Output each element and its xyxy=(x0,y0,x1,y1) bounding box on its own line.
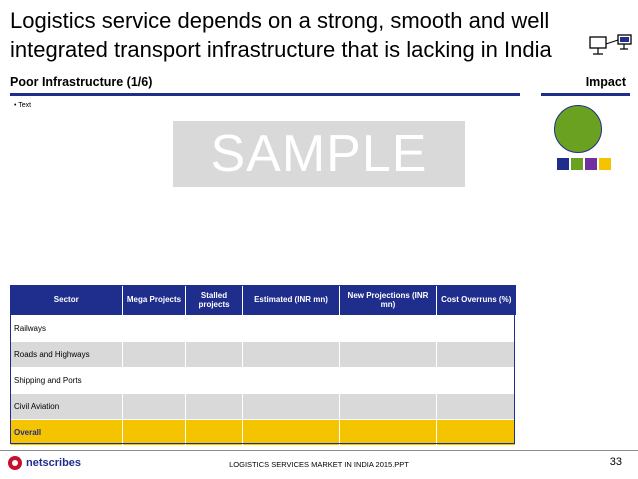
table-row xyxy=(11,341,516,367)
table-cell xyxy=(186,419,243,445)
impact-indicator-circle xyxy=(554,105,602,153)
table-cell xyxy=(123,341,186,367)
section-header xyxy=(10,72,520,96)
table-cell xyxy=(123,315,186,341)
impact-title: Impact xyxy=(585,75,626,89)
row-label: Railways xyxy=(11,315,123,341)
table-cell xyxy=(243,315,340,341)
row-label: Roads and Highways xyxy=(11,341,123,367)
table-cell xyxy=(186,341,243,367)
footer-divider xyxy=(0,450,638,451)
table-header-row xyxy=(11,285,516,315)
slide-title: Logistics service depends on a strong, smooth and well integrated transport infrastructure that is lacking in India xyxy=(10,8,552,62)
table-cell xyxy=(437,393,516,419)
table-cell xyxy=(437,341,516,367)
header-sector: Sector xyxy=(11,285,123,315)
table-cell xyxy=(437,419,516,445)
impact-divider xyxy=(541,93,630,96)
table-cell xyxy=(123,419,186,445)
computer-network-icon xyxy=(588,34,634,56)
impact-swatch-purple xyxy=(585,158,597,170)
table-cell xyxy=(243,393,340,419)
sample-watermark: SAMPLE xyxy=(173,121,465,187)
table-cell xyxy=(243,341,340,367)
header-new-projections: New Projections (INR mn) xyxy=(340,285,437,315)
table-cell xyxy=(123,393,186,419)
header-cost-overruns: Cost Overruns (%) xyxy=(437,285,516,315)
infrastructure-table xyxy=(10,285,515,446)
header-stalled-projects: Stalled projects xyxy=(186,285,243,315)
header-estimated: Estimated (INR mn) xyxy=(243,285,340,315)
page-number: 33 xyxy=(609,456,622,468)
footer-document-title: LOGISTICS SERVICES MARKET IN INDIA 2015.PPT xyxy=(229,460,409,469)
table-cell xyxy=(186,393,243,419)
table-cell xyxy=(437,315,516,341)
header-mega-projects: Mega Projects xyxy=(123,285,186,315)
row-label: Overall xyxy=(11,419,123,445)
table-cell xyxy=(340,367,437,393)
impact-legend-swatches xyxy=(557,158,611,170)
table-cell xyxy=(340,419,437,445)
section-divider xyxy=(10,93,520,96)
table-row xyxy=(11,393,516,419)
table-row-overall xyxy=(11,419,516,445)
table-cell xyxy=(340,393,437,419)
table-cell xyxy=(186,315,243,341)
table-cell xyxy=(437,367,516,393)
impact-swatch-blue xyxy=(557,158,569,170)
table-row xyxy=(11,315,516,341)
logo-text: netscribes xyxy=(26,457,82,469)
row-label: Shipping and Ports xyxy=(11,367,123,393)
table-cell xyxy=(243,419,340,445)
table-cell xyxy=(340,315,437,341)
section-title: Poor Infrastructure (1/6) xyxy=(10,75,153,89)
bullet-text: • Text xyxy=(14,102,32,109)
table-cell xyxy=(123,367,186,393)
impact-header xyxy=(541,72,630,96)
table-cell xyxy=(340,341,437,367)
impact-swatch-green xyxy=(571,158,583,170)
impact-swatch-yellow xyxy=(599,158,611,170)
table-cell xyxy=(186,367,243,393)
table-cell xyxy=(243,367,340,393)
row-label: Civil Aviation xyxy=(11,393,123,419)
table-row xyxy=(11,367,516,393)
